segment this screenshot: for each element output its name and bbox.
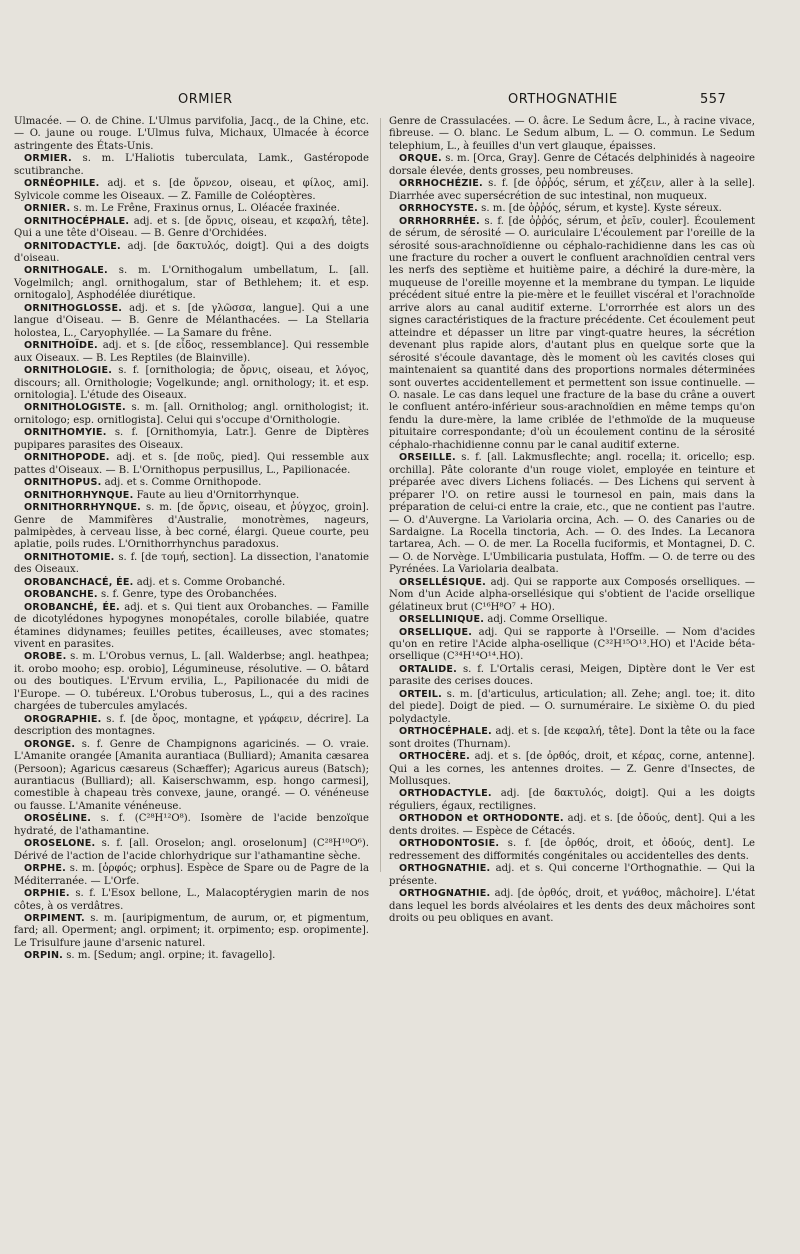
dictionary-entry — [389, 614, 755, 626]
entry-headword: ORNITHORRHYNQUE. — [24, 502, 141, 514]
entry-definition: adj. et s. [de ποῦς, pied]. Qui ressemble aux pattes d'Oiseaux. — B. L'Ornithopus perpusillus, L., Papilionacée. — [14, 452, 369, 476]
dictionary-entry — [14, 303, 369, 340]
entry-definition: s. m. L'Orobus vernus, L. [all. Walderbse; angl. heathpea; it. orobo mooho; esp. orobio], Légumineuse, résolutive. — O. bâtard ou des boutiques. L'Ervum ervilia, L., Papilionacée du midi de l'Europe. — O. tubéreux. L'Orobus tuberosus, L., qui a des racines chargées de tubercules amylacés. — [14, 651, 369, 713]
entry-definition: adj. et s. Qui concerne l'Orthognathie. — Qui la présente. — [389, 863, 755, 887]
dictionary-entry — [14, 739, 369, 814]
entry-headword: ORQUE. — [399, 153, 442, 165]
entry-definition: s. f. Genre de Champignons agaricinés. — O. vraie. L'Amanite orangée [Amanita aurantiaca (Bulliard); Amanita cæsarea (Persoon); Agaricus cæsareus (Schæffer); Agaricus aureus (Batsch); aurantiacus (Bulliard); all. Kaiserschwamm, esp. hongo carmesi], comestible à chapeau très convexe, jaune, orangé. — O. vénéneuse ou fausse. L'Amanite vénéneuse. — [14, 738, 369, 812]
dictionary-entry — [14, 863, 369, 888]
entry-definition: adj. et s. [de εἶδος, ressemblance]. Qui ressemble aux Oiseaux. — B. Les Reptiles (de Blainville). — [14, 340, 369, 364]
dictionary-entry — [389, 627, 755, 664]
entry-headword: ORTHOCÉPHALE. — [399, 726, 492, 738]
entry-definition: adj. et s. Comme Orobanché. — [133, 576, 286, 588]
entry-headword: ORMIER. — [24, 153, 72, 165]
dictionary-entry — [389, 216, 755, 453]
dictionary-entry — [14, 490, 369, 502]
dictionary-entry — [14, 427, 369, 452]
entry-headword: ORNITHOCÉPHALE. — [24, 215, 130, 227]
entry-headword: ORTHOGNATHIE. — [399, 863, 491, 875]
dictionary-entry — [14, 153, 369, 178]
entry-definition: adj. et s. [de ὀρθός, droit, et κέρας, corne, antenne]. Qui a les cornes, les antennes droites. — Z. Genre d'Insectes, de Mollusques. — [389, 751, 755, 788]
dictionary-entry — [389, 813, 755, 838]
entry-headword: OROSÉLINE. — [24, 813, 92, 825]
entry-headword: ORNITHOTOMIE. — [24, 551, 115, 563]
dictionary-entry — [14, 365, 369, 402]
entry-headword: ORPIN. — [24, 950, 64, 962]
entry-definition: adj. et s. [de ὀδούς, dent]. Qui a les dents droites. — Espèce de Cétacés. — [389, 813, 755, 837]
dictionary-entry — [14, 178, 369, 203]
dictionary-entry — [14, 203, 369, 215]
entry-headword: ORNITODACTYLE. — [24, 240, 121, 252]
entry-headword: ORPIMENT. — [24, 913, 85, 924]
dictionary-entry — [389, 838, 755, 863]
entry-definition: adj. Qui se rapporte aux Composés orselliques. — Nom d'un Acide alpha-orsellésique qui s'obtient de l'acide orsellique gélatineux brut (C¹⁶H⁸O⁷ + HO). — [389, 576, 755, 613]
entry-headword: ORSELLIQUE. — [399, 626, 473, 638]
entry-definition: adj. et s. [de γλῶσσα, langue]. Qui a une langue d'Oiseau. — B. Genre de Mélanthacées. — La Stellaria holostea, L., Caryophyllée. — La Samare du frêne. — [14, 302, 369, 339]
entry-definition: s. f. [all. Oroselon; angl. oroselonum] (C²⁸H¹⁰O⁶). Dérivé de l'action de l'acide chlorhydrique sur l'athamantine sèche. — [14, 838, 369, 862]
entry-definition: s. m. [ὀρφός; orphus]. Espèce de Spare ou de Pagre de la Méditerranée. — L'Orfe. — [14, 863, 369, 887]
dictionary-entry — [389, 577, 755, 614]
dictionary-entry — [14, 813, 369, 838]
entry-headword: ORSEILLE. — [399, 452, 456, 464]
right-column — [389, 116, 755, 925]
entry-headword: ORRHOCYSTE. — [399, 203, 478, 215]
entry-definition: s. f. L'Ortalis cerasi, Meigen, Diptère dont le Ver est parasite des cerises douces. — [389, 663, 755, 688]
entry-headword: ORTHOGNATHIE. — [399, 888, 491, 900]
dictionary-entry — [14, 651, 369, 713]
dictionary-entry — [389, 689, 755, 726]
entry-definition: s. f. [de τομή, section]. La dissection, l'anatomie des Oiseaux. — [14, 551, 369, 576]
entry-definition: s. f. [de ὀρθός, droit, et ὀδούς, dent]. Le redressement des difformités congénitales ou accidentelles des dents. — [389, 838, 755, 862]
entry-headword: ORTHOCÈRE. — [399, 751, 471, 763]
entry-definition: Ulmacée. — O. de Chine. L'Ulmus parvifolia, Jacq., de la Chine, etc. — O. jaune ou rouge. L'Ulmus fulva, Michaux, Ulmacée à écorce astringente des États-Unis. — [14, 116, 369, 152]
entry-headword: ORNITHORHYNQUE. — [24, 489, 134, 501]
entry-definition: s. m. Le Frêne, Fraxinus ornus, L. Oléacée fraxinée. — [70, 203, 340, 215]
entry-headword: OROGRAPHIE. — [24, 713, 102, 725]
entry-headword: ORNITHOPUS. — [24, 477, 102, 489]
dictionary-entry — [14, 913, 369, 950]
right-guide-word: ORTHOGNATHIE — [508, 92, 618, 107]
entry-definition: adj. et s. [de ὄρνεον, oiseau, et φίλος, ami]. Sylvicole comme les Oiseaux. — Z. Famille de Coléoptères. — [14, 178, 369, 202]
entry-headword: ORSELLINIQUE. — [399, 614, 485, 626]
entry-definition: adj. et s. Comme Ornithopode. — [101, 477, 262, 489]
entry-definition: Faute au lieu d'Ornitorrhynque. — [133, 489, 300, 501]
entry-definition: s. f. [all. Lakmusflechte; angl. rocella; it. oricello; esp. orchilla]. Pâte colorante d'un rouge violet, employée en teinture et préparée avec divers Lichens foliacés. — Des Lichens qui servent à préparer l'O. on retire aussi le tournesol en pain, mais dans la préparation de celui-ci entre la craie, etc., que ne contient pas l'autre. — O. d'Auvergne. La Variolaria orcina, Ach. — O. des Canaries ou de Sardaigne. La Rocella tinctoria, Ach. — O. des Indes. La Lecanora tartarea, Ach. — O. de mer. La Rocella fuciformis, et Montagnei, D. C. — O. de Norvège. L'Umbilicaria pustulata, Hoffm. — O. de terre ou des Pyrénées. La Variolaria dealbata. — [389, 452, 755, 576]
entry-headword: ORNITHOLOGIE. — [24, 365, 113, 377]
dictionary-entry — [389, 863, 755, 888]
entry-headword: ORNIER. — [24, 203, 71, 215]
entry-definition: s. m. [auripigmentum, de aurum, or, et pigmentum, fard; all. Operment; angl. orpiment; it. orpimento; esp. oropimente]. Le Trisulfure jaune d'arsenic naturel. — [14, 913, 369, 949]
entry-headword: ORNITHOLOGISTE. — [24, 402, 126, 414]
dictionary-entry — [389, 203, 755, 215]
dictionary-entry — [14, 602, 369, 652]
dictionary-entry — [14, 452, 369, 477]
dictionary-entry — [389, 452, 755, 577]
entry-headword: ORTEIL. — [399, 688, 442, 700]
entry-headword: ORONGE. — [24, 738, 76, 750]
dictionary-entry — [14, 402, 369, 427]
entry-headword: OROBANCHACÉ, ÉE. — [24, 576, 134, 588]
entry-headword: ORPHE. — [24, 863, 67, 875]
dictionary-entry — [14, 502, 369, 552]
entry-headword: ORNITHOPODE. — [24, 452, 110, 464]
entry-definition: s. m. [d'articulus, articulation; all. Zehe; angl. toe; it. dito del piede]. Doigt de pied. — O. surnuméraire. Le sixième O. du pied polydactyle. — [389, 688, 755, 725]
entry-headword: ORRHOCHÉZIE. — [399, 178, 483, 190]
entry-headword: ORSELLÉSIQUE. — [399, 576, 487, 588]
dictionary-entry — [14, 589, 369, 601]
entry-headword: OROBANCHÉ, ÉE. — [24, 601, 120, 613]
entry-definition: adj. [de ὀρθός, droit, et γνάθος, mâchoire]. L'état dans lequel les bords alvéolaires et les dents des deux mâchoires sont droits ou peu obliques en avant. — [389, 888, 755, 924]
entry-definition: s. m. [Orca, Gray]. Genre de Cétacés delphinidés à nageoire dorsale élevée, dents grosses, peu nombreuses. — [389, 153, 755, 177]
dictionary-entry — [14, 950, 369, 962]
entry-definition: adj. [de δακτυλός, doigt]. Qui a les doigts réguliers, égaux, rectilignes. — [389, 788, 755, 812]
entry-definition: s. m. [Sedum; angl. orpine; it. favagello]. — [63, 950, 276, 962]
entry-definition: s. m. [all. Ornitholog; angl. ornithologist; it. ornitologo; esp. ornitlogista]. Celui qui s'occupe d'Ornithologie. — [14, 402, 369, 426]
entry-definition: adj. et s. [de ὄρνις, oiseau, et κεφαλή, tête]. Qui a une tête d'Oiseau. — B. Genre d'Orchidées. — [14, 215, 369, 240]
dictionary-entry — [389, 788, 755, 813]
column-divider — [380, 118, 381, 872]
dictionary-entry — [389, 178, 755, 203]
entry-definition: s. f. L'Esox bellone, L., Malacoptérygien marin de nos côtes, à os verdâtres. — [14, 888, 369, 912]
entry-headword: ORTALIDE. — [399, 663, 457, 675]
entry-headword: ORPHIE. — [24, 888, 70, 900]
entry-headword: ORTHODONTOSIE. — [399, 838, 500, 850]
dictionary-entry — [14, 116, 369, 153]
entry-headword: OROBE. — [24, 651, 67, 663]
dictionary-entry — [389, 116, 755, 153]
dictionary-entry — [389, 888, 755, 925]
dictionary-entry — [14, 888, 369, 913]
entry-definition: s. m. [de ὄρνις, oiseau, et ῥύγχος, groin]. Genre de Mammifères d'Australie, monotrèmes, nageurs, palmipèdes, à cerveau lisse, à bec corné, élargi. Queue courte, peu aplatie, poils rudes. L'Ornithorrhynchus paradoxus. — [14, 502, 369, 551]
dictionary-entry — [14, 340, 369, 365]
entry-headword: OROBANCHE. — [24, 589, 98, 601]
dictionary-entry — [389, 153, 755, 178]
entry-definition: adj. et s. [de κεφαλή, tête]. Dont la tête ou la face sont droites (Thurnam). — [389, 726, 755, 750]
dictionary-entry — [14, 577, 369, 589]
entry-definition: s. m. [de ὀῤῥός, sérum, et kyste]. Kyste séreux. — [477, 203, 722, 215]
entry-definition: s. f. [ornithologia; de ὄρνις, oiseau, et λόγος, discours; all. Ornithologie; Vogelkunde; angl. ornithology; it. et esp. ornitologia]. L'étude des Oiseaux. — [14, 365, 369, 401]
page-number: 557 — [700, 92, 727, 107]
entry-definition: adj. Qui se rapporte à l'Orseille. — Nom d'acides qu'on en retire l'Acide alpha-osellique (C³²H¹⁵O¹³.HO) et l'Acide béta-orsellique (C³⁴H¹⁴O¹⁴.HO). — [389, 626, 755, 663]
entry-definition: s. m. L'Haliotis tuberculata, Lamk., Gastéropode scutibranche. — [14, 153, 369, 177]
entry-definition: adj. Comme Orsellique. — [484, 614, 608, 626]
entry-headword: ORNITHOGALE. — [24, 265, 108, 277]
entry-definition: s. f. [de ὀῤῥός, sérum, et ῥεῖν, couler]. Écoulement de sérum, de sérosité — O. auriculaire L'écoulement par l'oreille de la sérosité sous-arachnoïdienne ou céphalo-rachidienne dans les cas où une fracture du rocher a ouvert le confluent arachnoïdien central vers les nerfs des septième et huitième paire, a déchiré la dure-mère, la muqueuse de l'oreille moyenne et la membrane du tympan. Le liquide précédent situé entre la pie-mère et le feuillet viscéral et l'orachnoïde arrive alors au canal auditif externe. L'orrorrhée est alors un des signes caractéristiques de la fracture précédente. Cet écoulement peut atteindre et dépasser un litre par vingt-quatre heures, la sécrétion devenant plus rapide alors, d'autant plus en quelque sorte que la sérosité s'écoule davantage, dès le moment où les cavités closes qui maintenaient sa quantité dans des proportions normales déterminées sont ouvertes accidentellement et permettent son issue continuelle. — O. nasale. Le cas dans lequel une fracture de la base du crâne a ouvert le confluent antéro-inférieur sous-arachnoïdien en même temps qu'on fendu la dure-mère, la lame criblée de l'ethmoïde de la muqueuse pituitaire correspondante; d'où un écoulement continu de la sérosité céphalo-rhachidienne connu par le canal auditif externe. — [389, 215, 755, 451]
entry-definition: s. f. [de ὀῤῥός, sérum, et χέζειν, aller à la selle]. Diarrhée avec supersécrétion de suc intestinal, non muqueux. — [389, 178, 755, 202]
dictionary-entry — [14, 241, 369, 266]
entry-definition: s. f. [de ὄρος, montagne, et γράφειν, décrire]. La description des montagnes. — [14, 713, 369, 738]
entry-headword: ORNITHOMYIE. — [24, 427, 107, 439]
entry-headword: ORNITHOÏDE. — [24, 340, 98, 352]
entry-definition: s. m. L'Ornithogalum umbellatum, L. [all. Vogelmilch; angl. ornithogalum, star of Bethlehem; it. et esp. ornitogalo], Asphodélée diurétique. — [14, 265, 369, 302]
entry-definition: s. f. (C²⁸H¹²O⁸). Isomère de l'acide benzoïque hydraté, de l'athamantine. — [14, 813, 369, 837]
dictionary-entry — [14, 838, 369, 863]
entry-definition: s. f. [Ornithomyia, Latr.]. Genre de Diptères pupipares parasites des Oiseaux. — [14, 427, 369, 451]
dictionary-entry — [389, 751, 755, 788]
dictionary-entry — [14, 552, 369, 577]
entry-definition: Genre de Crassulacées. — O. âcre. Le Sedum âcre, L., à racine vivace, fibreuse. — O. blanc. Le Sedum album, L. — O. commun. Le Sedum telephium, L., à feuilles d'un vert glauque, épaisses. — [389, 116, 755, 152]
dictionary-entry — [14, 216, 369, 241]
entry-headword: ORTHODACTYLE. — [399, 788, 492, 800]
left-guide-word: ORMIER — [178, 92, 233, 107]
dictionary-entry — [14, 265, 369, 302]
entry-definition: adj. [de δακτυλός, doigt]. Qui a des doigts d'oiseau. — [14, 240, 369, 264]
dictionary-entry — [14, 477, 369, 489]
dictionary-entry — [389, 726, 755, 751]
entry-headword: ORNITHOGLOSSE. — [24, 302, 123, 314]
dictionary-entry — [14, 714, 369, 739]
left-column — [14, 116, 369, 963]
entry-headword: ORRHORRHÉE. — [399, 215, 480, 227]
entry-definition: adj. et s. Qui tient aux Orobanches. — Famille de dicotylédones hypogynes monopétales, corolle bilabiée, quatre étamines didynames; feuilles petites, écailleuses, avec stomates; vivent en parasites. — [14, 601, 370, 651]
entry-headword: OROSELONE. — [24, 838, 96, 850]
entry-headword: ORNÉOPHILE. — [24, 178, 100, 190]
entry-headword: ORTHODON et ORTHODONTE. — [399, 813, 564, 825]
dictionary-entry — [389, 664, 755, 689]
entry-definition: s. f. Genre, type des Orobanchées. — [97, 589, 277, 601]
running-header — [0, 92, 800, 114]
